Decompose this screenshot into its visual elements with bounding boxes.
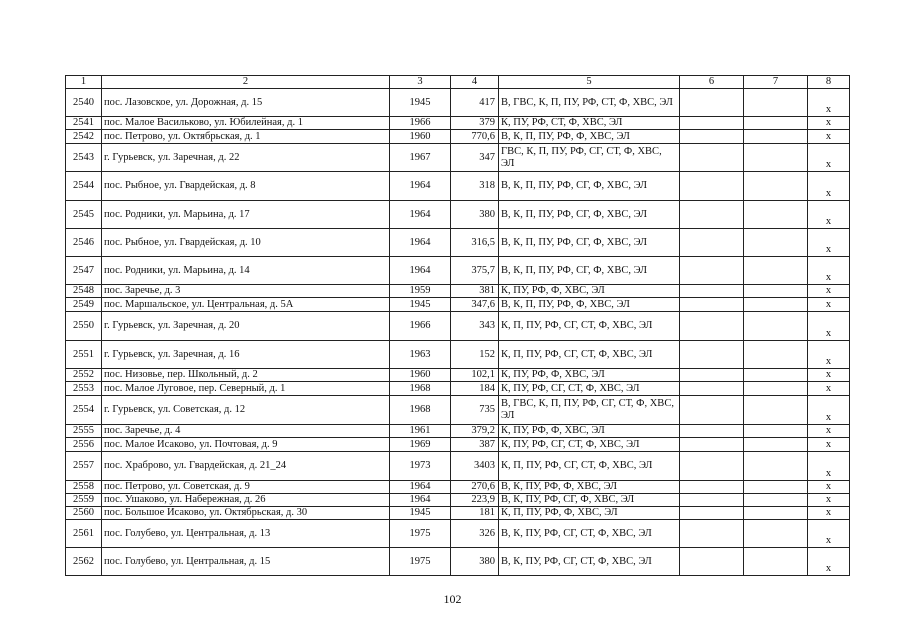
row-number-cell: 2543 (66, 144, 102, 172)
table-row (66, 285, 850, 298)
address-cell: пос. Родники, ул. Марьина, д. 17 (102, 201, 390, 229)
table-body (66, 76, 850, 576)
col6-cell (680, 229, 744, 257)
row-number-cell: 2560 (66, 507, 102, 520)
header-cell: 4 (451, 76, 499, 89)
address-cell: пос. Маршальское, ул. Центральная, д. 5А (102, 298, 390, 312)
table-row (66, 144, 850, 172)
address-cell: г. Гурьевск, ул. Советская, д. 12 (102, 396, 390, 425)
col7-cell (744, 229, 808, 257)
col7-cell (744, 425, 808, 438)
utility-systems-cell: В, ГВС, К, П, ПУ, РФ, СТ, Ф, ХВС, ЭЛ (499, 89, 680, 117)
col6-cell (680, 382, 744, 396)
header-cell: 8 (808, 76, 850, 89)
row-number-cell: 2547 (66, 257, 102, 285)
row-number-cell: 2542 (66, 130, 102, 144)
col7-cell (744, 382, 808, 396)
area-cell: 375,7 (451, 257, 499, 285)
utility-systems-cell: К, П, ПУ, РФ, СГ, СТ, Ф, ХВС, ЭЛ (499, 341, 680, 369)
col7-cell (744, 201, 808, 229)
col7-cell (744, 172, 808, 201)
col7-cell (744, 257, 808, 285)
page-number: 102 (443, 592, 462, 606)
table-row (66, 494, 850, 507)
col7-cell (744, 117, 808, 130)
address-cell: пос. Ушаково, ул. Набережная, д. 26 (102, 494, 390, 507)
address-cell: г. Гурьевск, ул. Заречная, д. 22 (102, 144, 390, 172)
column-number-header-row (66, 76, 850, 89)
col6-cell (680, 89, 744, 117)
table-row (66, 396, 850, 425)
row-number-cell: 2546 (66, 229, 102, 257)
utility-systems-cell: К, ПУ, РФ, Ф, ХВС, ЭЛ (499, 425, 680, 438)
table-row (66, 298, 850, 312)
col6-cell (680, 494, 744, 507)
col7-cell (744, 341, 808, 369)
utility-systems-cell: К, П, ПУ, РФ, Ф, ХВС, ЭЛ (499, 507, 680, 520)
address-cell: пос. Петрово, ул. Октябрьская, д. 1 (102, 130, 390, 144)
area-cell: 223,9 (451, 494, 499, 507)
address-cell: пос. Родники, ул. Марьина, д. 14 (102, 257, 390, 285)
year-built-cell: 1960 (390, 130, 451, 144)
col6-cell (680, 396, 744, 425)
col7-cell (744, 369, 808, 382)
utility-systems-cell: К, ПУ, РФ, СГ, СТ, Ф, ХВС, ЭЛ (499, 438, 680, 452)
table-row (66, 548, 850, 576)
col7-cell (744, 144, 808, 172)
col6-cell (680, 257, 744, 285)
col6-cell (680, 117, 744, 130)
col8-mark-cell: x (808, 425, 850, 438)
col8-mark-cell: x (808, 172, 850, 201)
table-row (66, 201, 850, 229)
col7-cell (744, 396, 808, 425)
header-cell: 7 (744, 76, 808, 89)
row-number-cell: 2556 (66, 438, 102, 452)
row-number-cell: 2555 (66, 425, 102, 438)
col7-cell (744, 520, 808, 548)
utility-systems-cell: ГВС, К, П, ПУ, РФ, СГ, СТ, Ф, ХВС, ЭЛ (499, 144, 680, 172)
area-cell: 102,1 (451, 369, 499, 382)
col6-cell (680, 341, 744, 369)
year-built-cell: 1945 (390, 507, 451, 520)
table-row (66, 229, 850, 257)
col8-mark-cell: x (808, 382, 850, 396)
row-number-cell: 2545 (66, 201, 102, 229)
row-number-cell: 2541 (66, 117, 102, 130)
year-built-cell: 1964 (390, 481, 451, 494)
utility-systems-cell: К, ПУ, РФ, СГ, СТ, Ф, ХВС, ЭЛ (499, 382, 680, 396)
row-number-cell: 2559 (66, 494, 102, 507)
year-built-cell: 1963 (390, 341, 451, 369)
year-built-cell: 1969 (390, 438, 451, 452)
col8-mark-cell: x (808, 130, 850, 144)
area-cell: 181 (451, 507, 499, 520)
col8-mark-cell: x (808, 548, 850, 576)
year-built-cell: 1967 (390, 144, 451, 172)
col7-cell (744, 89, 808, 117)
table-row (66, 341, 850, 369)
area-cell: 417 (451, 89, 499, 117)
year-built-cell: 1964 (390, 257, 451, 285)
col8-mark-cell: x (808, 117, 850, 130)
area-cell: 318 (451, 172, 499, 201)
col8-mark-cell: x (808, 481, 850, 494)
col8-mark-cell: x (808, 201, 850, 229)
col8-mark-cell: x (808, 341, 850, 369)
table-row (66, 130, 850, 144)
col6-cell (680, 425, 744, 438)
year-built-cell: 1975 (390, 548, 451, 576)
year-built-cell: 1959 (390, 285, 451, 298)
header-cell: 6 (680, 76, 744, 89)
year-built-cell: 1961 (390, 425, 451, 438)
col8-mark-cell: x (808, 438, 850, 452)
col6-cell (680, 144, 744, 172)
area-cell: 379 (451, 117, 499, 130)
col6-cell (680, 507, 744, 520)
col8-mark-cell: x (808, 369, 850, 382)
utility-systems-cell: В, К, П, ПУ, РФ, СГ, Ф, ХВС, ЭЛ (499, 172, 680, 201)
col6-cell (680, 369, 744, 382)
table-row (66, 520, 850, 548)
address-cell: пос. Большое Исаково, ул. Октябрьская, д. 30 (102, 507, 390, 520)
col6-cell (680, 312, 744, 341)
area-cell: 379,2 (451, 425, 499, 438)
address-cell: пос. Малое Васильково, ул. Юбилейная, д. 1 (102, 117, 390, 130)
table-row (66, 89, 850, 117)
utility-systems-cell: В, К, П, ПУ, РФ, СГ, Ф, ХВС, ЭЛ (499, 201, 680, 229)
address-cell: пос. Низовье, пер. Школьный, д. 2 (102, 369, 390, 382)
col7-cell (744, 285, 808, 298)
area-cell: 381 (451, 285, 499, 298)
row-number-cell: 2552 (66, 369, 102, 382)
address-cell: пос. Рыбное, ул. Гвардейская, д. 8 (102, 172, 390, 201)
col8-mark-cell: x (808, 494, 850, 507)
utility-systems-cell: В, К, ПУ, РФ, СГ, СТ, Ф, ХВС, ЭЛ (499, 520, 680, 548)
col7-cell (744, 481, 808, 494)
col6-cell (680, 481, 744, 494)
col8-mark-cell: x (808, 89, 850, 117)
table-row (66, 312, 850, 341)
utility-systems-cell: К, ПУ, РФ, СТ, Ф, ХВС, ЭЛ (499, 117, 680, 130)
year-built-cell: 1945 (390, 89, 451, 117)
utility-systems-cell: К, П, ПУ, РФ, СГ, СТ, Ф, ХВС, ЭЛ (499, 312, 680, 341)
table-row (66, 438, 850, 452)
col8-mark-cell: x (808, 507, 850, 520)
col6-cell (680, 438, 744, 452)
col8-mark-cell: x (808, 229, 850, 257)
address-cell: пос. Малое Луговое, пер. Северный, д. 1 (102, 382, 390, 396)
table-row (66, 507, 850, 520)
header-cell: 3 (390, 76, 451, 89)
area-cell: 184 (451, 382, 499, 396)
housing-table (65, 75, 850, 576)
header-cell: 2 (102, 76, 390, 89)
utility-systems-cell: В, К, П, ПУ, РФ, Ф, ХВС, ЭЛ (499, 298, 680, 312)
address-cell: г. Гурьевск, ул. Заречная, д. 20 (102, 312, 390, 341)
col8-mark-cell: x (808, 312, 850, 341)
area-cell: 347 (451, 144, 499, 172)
col8-mark-cell: x (808, 257, 850, 285)
header-cell: 5 (499, 76, 680, 89)
col8-mark-cell: x (808, 452, 850, 481)
year-built-cell: 1968 (390, 396, 451, 425)
col6-cell (680, 201, 744, 229)
address-cell: пос. Рыбное, ул. Гвардейская, д. 10 (102, 229, 390, 257)
table-row (66, 369, 850, 382)
utility-systems-cell: В, К, ПУ, РФ, Ф, ХВС, ЭЛ (499, 481, 680, 494)
row-number-cell: 2553 (66, 382, 102, 396)
utility-systems-cell: В, К, П, ПУ, РФ, Ф, ХВС, ЭЛ (499, 130, 680, 144)
address-cell: г. Гурьевск, ул. Заречная, д. 16 (102, 341, 390, 369)
utility-systems-cell: В, К, П, ПУ, РФ, СГ, Ф, ХВС, ЭЛ (499, 257, 680, 285)
col8-mark-cell: x (808, 396, 850, 425)
col6-cell (680, 172, 744, 201)
utility-systems-cell: К, ПУ, РФ, Ф, ХВС, ЭЛ (499, 369, 680, 382)
address-cell: пос. Голубево, ул. Центральная, д. 13 (102, 520, 390, 548)
address-cell: пос. Голубево, ул. Центральная, д. 15 (102, 548, 390, 576)
col7-cell (744, 312, 808, 341)
table-row (66, 172, 850, 201)
year-built-cell: 1945 (390, 298, 451, 312)
utility-systems-cell: В, К, П, ПУ, РФ, СГ, Ф, ХВС, ЭЛ (499, 229, 680, 257)
col6-cell (680, 452, 744, 481)
col7-cell (744, 438, 808, 452)
col6-cell (680, 285, 744, 298)
year-built-cell: 1964 (390, 201, 451, 229)
col6-cell (680, 520, 744, 548)
header-cell: 1 (66, 76, 102, 89)
year-built-cell: 1960 (390, 369, 451, 382)
table-row (66, 257, 850, 285)
row-number-cell: 2558 (66, 481, 102, 494)
year-built-cell: 1968 (390, 382, 451, 396)
year-built-cell: 1964 (390, 229, 451, 257)
row-number-cell: 2557 (66, 452, 102, 481)
row-number-cell: 2544 (66, 172, 102, 201)
row-number-cell: 2548 (66, 285, 102, 298)
col8-mark-cell: x (808, 144, 850, 172)
col6-cell (680, 298, 744, 312)
address-cell: пос. Лазовское, ул. Дорожная, д. 15 (102, 89, 390, 117)
area-cell: 380 (451, 548, 499, 576)
row-number-cell: 2551 (66, 341, 102, 369)
year-built-cell: 1973 (390, 452, 451, 481)
col8-mark-cell: x (808, 520, 850, 548)
col7-cell (744, 507, 808, 520)
col6-cell (680, 130, 744, 144)
utility-systems-cell: В, ГВС, К, П, ПУ, РФ, СГ, СТ, Ф, ХВС, ЭЛ (499, 396, 680, 425)
year-built-cell: 1964 (390, 494, 451, 507)
area-cell: 3403 (451, 452, 499, 481)
address-cell: пос. Малое Исаково, ул. Почтовая, д. 9 (102, 438, 390, 452)
col7-cell (744, 548, 808, 576)
utility-systems-cell: К, ПУ, РФ, Ф, ХВС, ЭЛ (499, 285, 680, 298)
address-cell: пос. Петрово, ул. Советская, д. 9 (102, 481, 390, 494)
table-row (66, 382, 850, 396)
area-cell: 343 (451, 312, 499, 341)
area-cell: 316,5 (451, 229, 499, 257)
area-cell: 380 (451, 201, 499, 229)
row-number-cell: 2549 (66, 298, 102, 312)
utility-systems-cell: В, К, ПУ, РФ, СГ, СТ, Ф, ХВС, ЭЛ (499, 548, 680, 576)
year-built-cell: 1966 (390, 312, 451, 341)
col7-cell (744, 494, 808, 507)
col6-cell (680, 548, 744, 576)
table-row (66, 452, 850, 481)
row-number-cell: 2554 (66, 396, 102, 425)
area-cell: 387 (451, 438, 499, 452)
col8-mark-cell: x (808, 285, 850, 298)
year-built-cell: 1964 (390, 172, 451, 201)
table-row (66, 425, 850, 438)
utility-systems-cell: К, П, ПУ, РФ, СГ, СТ, Ф, ХВС, ЭЛ (499, 452, 680, 481)
area-cell: 326 (451, 520, 499, 548)
col7-cell (744, 452, 808, 481)
area-cell: 770,6 (451, 130, 499, 144)
table-row (66, 117, 850, 130)
address-cell: пос. Заречье, д. 3 (102, 285, 390, 298)
area-cell: 735 (451, 396, 499, 425)
address-cell: пос. Заречье, д. 4 (102, 425, 390, 438)
row-number-cell: 2540 (66, 89, 102, 117)
year-built-cell: 1975 (390, 520, 451, 548)
row-number-cell: 2561 (66, 520, 102, 548)
area-cell: 270,6 (451, 481, 499, 494)
area-cell: 347,6 (451, 298, 499, 312)
address-cell: пос. Храброво, ул. Гвардейская, д. 21_24 (102, 452, 390, 481)
area-cell: 152 (451, 341, 499, 369)
row-number-cell: 2562 (66, 548, 102, 576)
row-number-cell: 2550 (66, 312, 102, 341)
col7-cell (744, 298, 808, 312)
utility-systems-cell: В, К, ПУ, РФ, СГ, Ф, ХВС, ЭЛ (499, 494, 680, 507)
table-row (66, 481, 850, 494)
year-built-cell: 1966 (390, 117, 451, 130)
col7-cell (744, 130, 808, 144)
col8-mark-cell: x (808, 298, 850, 312)
